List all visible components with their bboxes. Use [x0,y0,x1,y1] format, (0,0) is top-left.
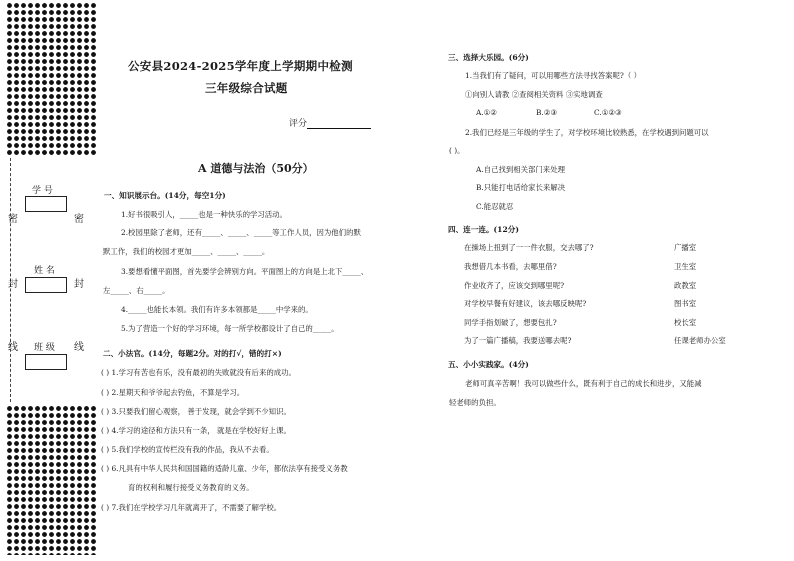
part2-heading: 二、小法官。(14分，每题2分。对的打√，错的打×) [103,349,282,358]
part4-heading: 四、连一连。(12分) [448,225,519,234]
part4-left-4: 对学校早餐有好建议，该去哪反映呢? [464,299,587,308]
part2-item-5: ( ) 5.我们学校的宣传栏没有我的作品，我从不去看。 [101,445,274,454]
exam-title: 公安县2024-2025学年度上学期期中检测 [128,59,353,73]
part4-right-3: 政教室 [674,281,697,290]
seal-char-5: 线 [8,342,18,353]
binding-dot-pattern-top [6,2,96,155]
part1-heading: 一、知识展示台。(14分，每空1分) [104,191,226,200]
part4-right-2: 卫生室 [674,262,697,271]
part2-item-3: ( ) 3.只要我们留心观察， 善于发现，就会学到不少知识。 [101,407,291,416]
part5-line2: 轻老师的负担。 [449,398,501,407]
seal-char-6: 线 [74,342,84,353]
part2-item-2: ( ) 2.星期天和爷爷起去钓鱼，不算是学习。 [101,388,245,397]
seal-char-3: 封 [8,279,18,290]
part3-q2-choice-b: B.只能打电话给家长来解决 [476,183,566,192]
student-id-box[interactable] [25,196,67,212]
part1-item-1: 1.好书很吸引人，_____也是一种快乐的学习活动。 [121,210,287,219]
part4-left-5: 同学手指划破了，想要包扎? [464,318,557,327]
part1-item-3b: 左_____、右_____。 [103,286,170,295]
part2-item-4: ( ) 4.学习的途径和方法只有一条， 就是在学校好好上课。 [101,426,291,435]
part3-q2-line1: 2.我们已经是三年级的学生了，对学校环境比较熟悉，在学校遇到问题可以 [465,128,709,137]
class-label: 班 级 [34,343,55,353]
part1-item-4: 4._____也能长本领。我们有许多本领都是_____中学来的。 [121,305,313,314]
part1-item-3a: 3.要想看懂平面图，首先要学会辨别方向。平面图上的方向是上北下_____、 [121,267,369,276]
name-box[interactable] [25,277,67,293]
part4-right-4: 图书室 [674,299,697,308]
part4-left-3: 作业收齐了，应该交到哪里呢? [464,281,565,290]
seal-char-1: 密 [8,214,18,225]
seal-char-4: 封 [74,279,84,290]
part4-right-5: 校长室 [674,318,697,327]
class-box[interactable] [25,354,67,370]
exam-subtitle: 三年级综合试题 [205,81,288,95]
part2-item-6b: 育的权利和履行接受义务教育的义务。 [128,483,254,492]
student-id-label: 学 号 [32,186,53,196]
part4-left-2: 我想借几本书看，去哪里借? [464,262,557,271]
part3-q1-choice-b: B.②③ [536,108,558,117]
part5-heading: 五、小小实践家。(4分) [448,360,529,369]
part1-item-2a: 2.校园里除了老师，还有_____、_____、_____等工作人员，因为他们的默 [121,228,361,237]
part3-q1-choice-a: A.①② [476,108,497,117]
part3-q1-options: ①向别人请教 ②查阅相关资料 ③实地调查 [465,90,603,99]
seal-char-2: 密 [74,214,84,225]
part4-left-6: 为了一篇广播稿，我要送哪去呢? [464,336,572,345]
part2-item-1: ( ) 1.学习有苦也有乐，没有最初的失败就没有后来的成功。 [101,368,296,377]
part3-q2-choice-a: A.自己找到相关部门来处理 [476,165,565,174]
binding-dot-pattern-bottom [6,405,96,555]
score-blank[interactable] [307,119,371,129]
part3-heading: 三、选择大乐园。(6分) [448,53,529,62]
part4-left-1: 在操场上扭到了一一件衣服，交去哪了? [464,243,594,252]
part4-right-6: 任课老师办公室 [674,336,726,345]
part2-item-6a: ( ) 6.凡具有中华人民共和国国籍的适龄儿童、少年，都依法享有接受义务教 [101,464,348,473]
score-field [289,116,371,129]
part4-right-1: 广播室 [674,243,697,252]
part5-line1: 老师可真辛苦啊！我可以做些什么，既有利于自己的成长和进步，又能减 [465,379,702,388]
part3-q1-choice-c: C.①②③ [594,108,622,117]
part1-item-5: 5.为了营造一个好的学习环境，每一所学校都设计了自己的_____。 [121,324,339,333]
part3-q2-choice-c: C.能忍就忍 [476,202,514,211]
subject-title: A 道德与法治（50分） [198,162,314,175]
part1-item-2b: 默工作，我们的校园才更加_____、_____、_____。 [103,247,270,256]
part2-item-7: ( ) 7.我们在学校学习几年就离开了，不需要了解学校。 [101,503,282,512]
part3-q1: 1.当我们有了疑问，可以用哪些方法寻找答案呢?（ ） [465,71,641,80]
part3-q2-line2: ( )。 [449,146,465,155]
score-label: 评分 [289,119,308,129]
name-label: 姓 名 [34,266,55,276]
